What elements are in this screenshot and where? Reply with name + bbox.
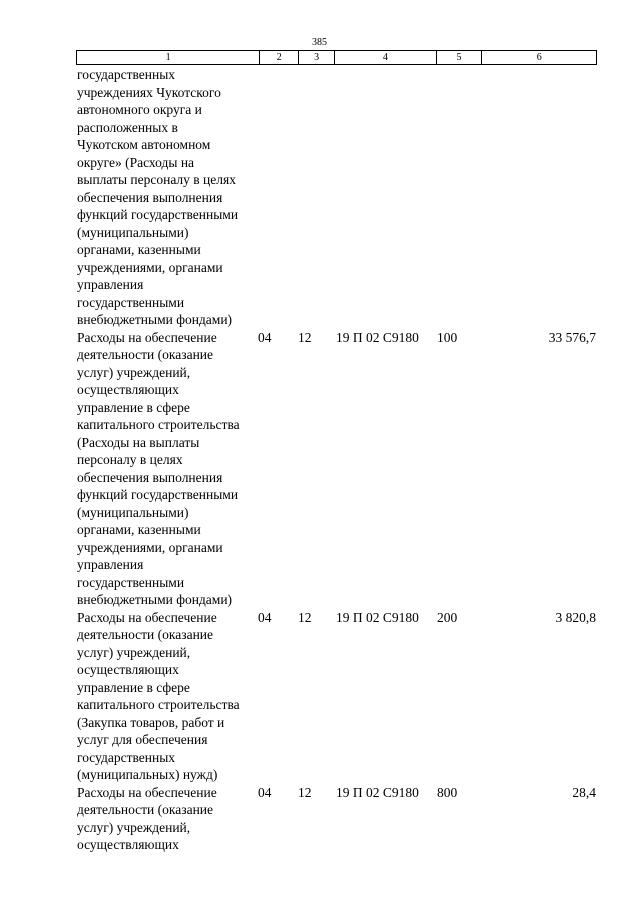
description-line: персоналу в целях bbox=[77, 452, 183, 467]
page-number: 385 bbox=[312, 37, 327, 48]
description-line: органами, казенными bbox=[77, 242, 201, 257]
description-line: деятельности (оказание bbox=[77, 347, 214, 362]
table-row bbox=[0, 329, 639, 609]
section-code: 04 bbox=[258, 329, 272, 345]
description-line: деятельности (оказание bbox=[77, 802, 214, 817]
column-header-2: 2 bbox=[260, 51, 299, 64]
description-line: управления bbox=[77, 277, 144, 292]
description-line: функций государственными bbox=[77, 487, 239, 502]
description-line: осуществляющих bbox=[77, 382, 179, 397]
expense-type-code: 800 bbox=[437, 784, 458, 800]
description-line: деятельности (оказание bbox=[77, 627, 214, 642]
subsection-code: 12 bbox=[298, 329, 312, 345]
description-line: государственными bbox=[77, 574, 185, 590]
table-row bbox=[0, 66, 639, 329]
table-row bbox=[0, 609, 639, 784]
description-line: внебюджетными фондами) bbox=[77, 592, 233, 607]
description-line: учреждениями, органами bbox=[77, 539, 223, 555]
description-line: (Закупка товаров, работ и bbox=[77, 714, 225, 730]
description-line: услуг) учреждений, bbox=[77, 644, 191, 660]
expense-type-code: 100 bbox=[437, 329, 458, 345]
target-article-code: 19 П 02 С9180 bbox=[336, 609, 419, 625]
description-line: услуг) учреждений, bbox=[77, 364, 191, 380]
description-line: (муниципальных) нужд) bbox=[77, 767, 218, 782]
description-line: округе» (Расходы на bbox=[77, 154, 195, 170]
expense-type-code: 200 bbox=[437, 609, 458, 625]
target-article-code: 19 П 02 С9180 bbox=[336, 784, 419, 800]
description-line: управление в сфере bbox=[77, 399, 190, 415]
description-line: капитального строительства bbox=[77, 417, 240, 432]
row-description bbox=[77, 784, 267, 854]
description-line: обеспечения выполнения bbox=[77, 189, 223, 205]
description-line: услуг) учреждений, bbox=[77, 819, 191, 835]
description-line: государственных bbox=[77, 67, 176, 82]
description-line: государственными bbox=[77, 294, 185, 310]
row-description bbox=[77, 66, 267, 329]
description-line: Чукотском автономном bbox=[77, 137, 211, 152]
description-line: учреждениях Чукотского bbox=[77, 84, 221, 100]
column-header-5: 5 bbox=[437, 51, 483, 64]
column-header-1: 1 bbox=[77, 51, 260, 64]
description-line: обеспечения выполнения bbox=[77, 469, 223, 485]
description-line: осуществляющих bbox=[77, 662, 179, 677]
row-description bbox=[77, 329, 267, 609]
description-line: Расходы на обеспечение bbox=[77, 609, 217, 625]
subsection-code: 12 bbox=[298, 609, 312, 625]
description-line: капитального строительства bbox=[77, 697, 240, 712]
section-code: 04 bbox=[258, 609, 272, 625]
description-line: выплаты персоналу в целях bbox=[77, 172, 236, 187]
amount-value: 33 576,7 bbox=[548, 329, 596, 345]
target-article-code: 19 П 02 С9180 bbox=[336, 329, 419, 345]
amount-value: 28,4 bbox=[572, 784, 596, 800]
column-header-3: 3 bbox=[299, 51, 335, 64]
description-line: функций государственными bbox=[77, 207, 239, 222]
table-row bbox=[0, 784, 639, 854]
description-line: управления bbox=[77, 557, 144, 572]
description-line: органами, казенными bbox=[77, 522, 201, 537]
amount-value: 3 820,8 bbox=[555, 609, 596, 625]
description-line: автономного округа и bbox=[77, 102, 202, 117]
description-line: Расходы на обеспечение bbox=[77, 784, 217, 800]
description-line: учреждениями, органами bbox=[77, 259, 223, 275]
column-header-6: 6 bbox=[536, 52, 542, 63]
section-code: 04 bbox=[258, 784, 272, 800]
description-line: осуществляющих bbox=[77, 837, 179, 852]
description-line: государственных bbox=[77, 749, 176, 765]
description-line: услуг для обеспечения bbox=[77, 732, 208, 747]
row-description bbox=[77, 609, 267, 784]
table-header bbox=[76, 50, 597, 65]
description-line: (муниципальными) bbox=[77, 224, 189, 240]
column-header-4: 4 bbox=[335, 51, 437, 64]
description-line: внебюджетными фондами) bbox=[77, 312, 233, 327]
description-line: Расходы на обеспечение bbox=[77, 329, 217, 345]
description-line: управление в сфере bbox=[77, 679, 190, 695]
description-line: расположенных в bbox=[77, 119, 178, 135]
description-line: (муниципальными) bbox=[77, 504, 189, 520]
subsection-code: 12 bbox=[298, 784, 312, 800]
description-line: (Расходы на выплаты bbox=[77, 434, 200, 450]
table-body bbox=[0, 66, 639, 854]
